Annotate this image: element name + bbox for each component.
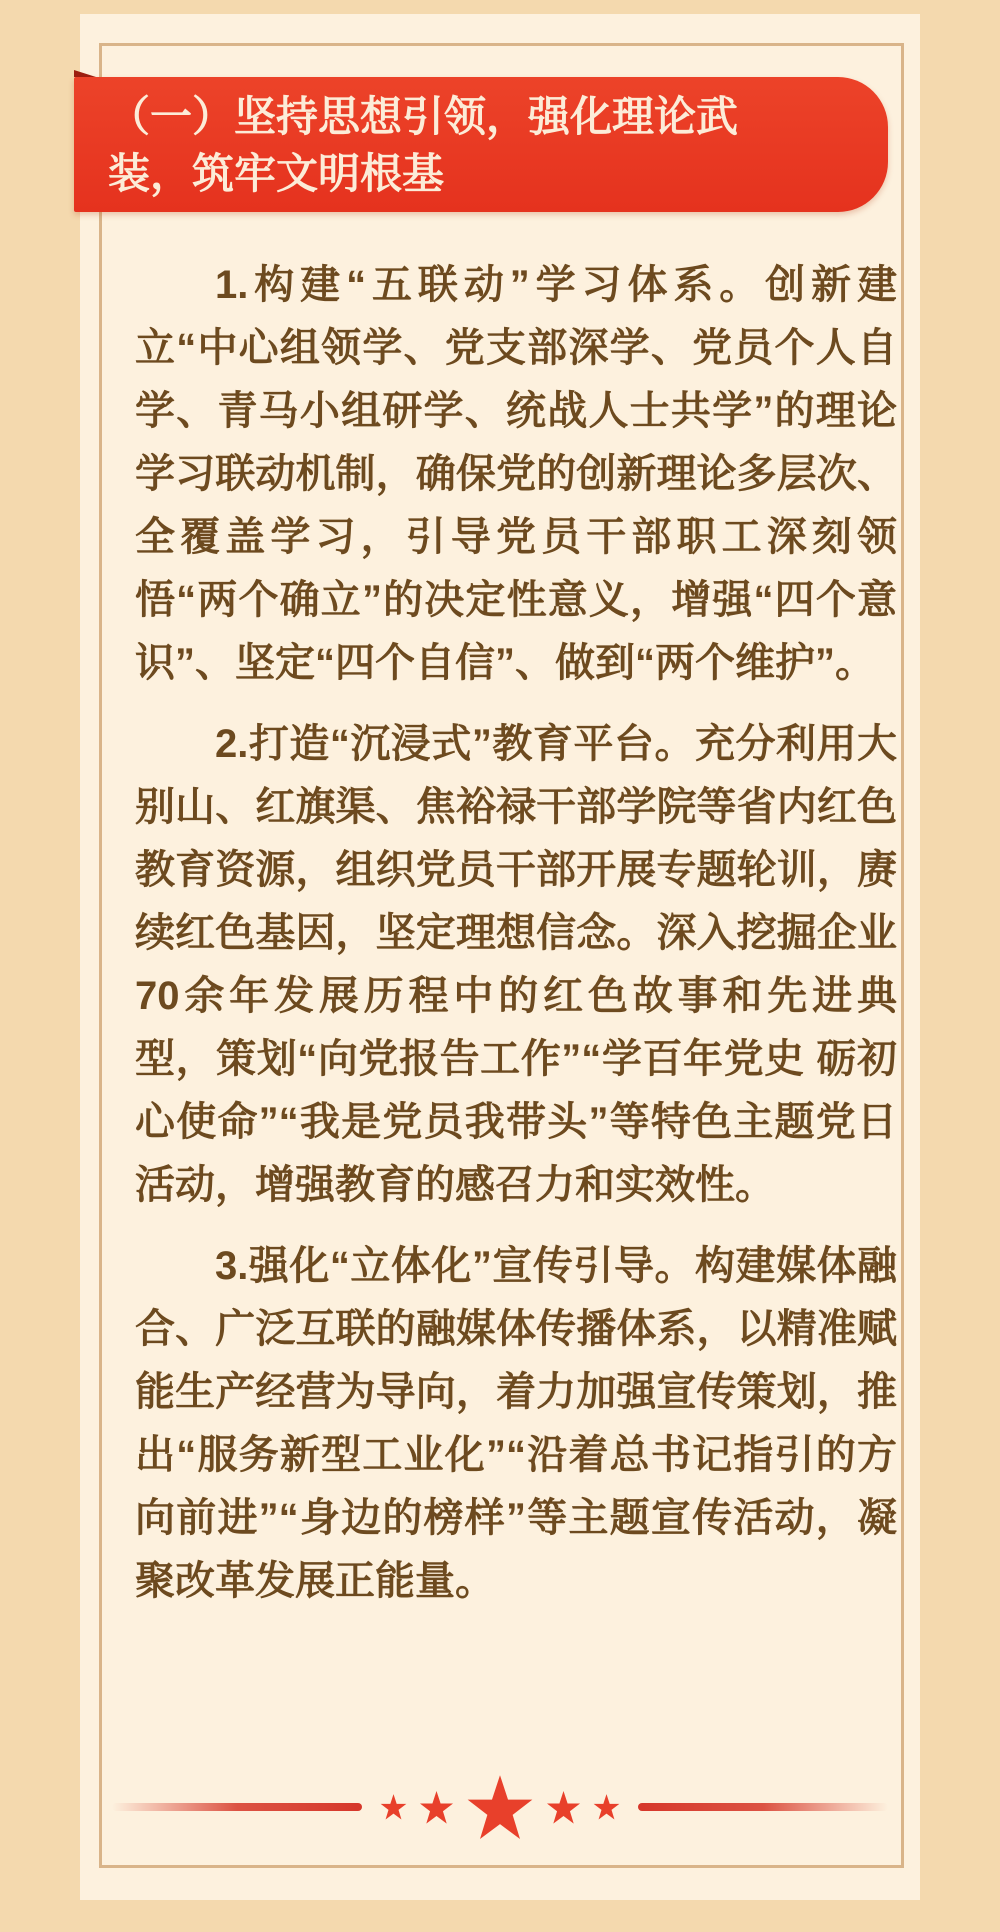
body-paragraph: 3.强化“立体化”宣传引导。构建媒体融合、广泛互联的融媒体传播体系，以精准赋能生产经营为导向，着力加强宣传策划，推出“服务新型工业化”“沿着总书记指引的方向前进”“身边的榜样”等主题宣传活动，凝聚改革发展正能量。 — [135, 1244, 897, 1603]
content-card — [80, 14, 920, 1900]
star-icon-large — [466, 1775, 534, 1840]
body-text — [135, 254, 897, 1631]
star-icon-small — [593, 1794, 620, 1820]
star-icon-medium — [546, 1791, 581, 1824]
star-divider — [80, 1774, 920, 1840]
divider-line-right — [638, 1803, 888, 1811]
star-icon-small — [380, 1794, 407, 1820]
section-header-banner — [74, 77, 888, 212]
body-paragraph: 2.打造“沉浸式”教育平台。充分利用大别山、红旗渠、焦裕禄干部学院等省内红色教育资源，组织党员干部开展专题轮训，赓续红色基因，坚定理想信念。深入挖掘企业70余年发展历程中的红色故事和先进典型，策划“向党报告工作”“学百年党史 砺初心使命”“我是党员我带头”等特色主题党日活动，增强教育的感召力和实效性。 — [135, 722, 897, 1207]
body-paragraph: 1.构建“五联动”学习体系。创新建立“中心组领学、党支部深学、党员个人自学、青马小组研学、统战人士共学”的理论学习联动机制，确保党的创新理论多层次、全覆盖学习，引导党员干部职工深刻领悟“两个确立”的决定性意义，增强“四个意识”、坚定“四个自信”、做到“两个维护”。 — [135, 263, 897, 685]
divider-line-left — [112, 1803, 362, 1811]
section-heading: （一）坚持思想引领，强化理论武装，筑牢文明根基 — [108, 93, 739, 197]
ribbon-fold — [74, 70, 96, 77]
star-icon-medium — [419, 1791, 454, 1824]
